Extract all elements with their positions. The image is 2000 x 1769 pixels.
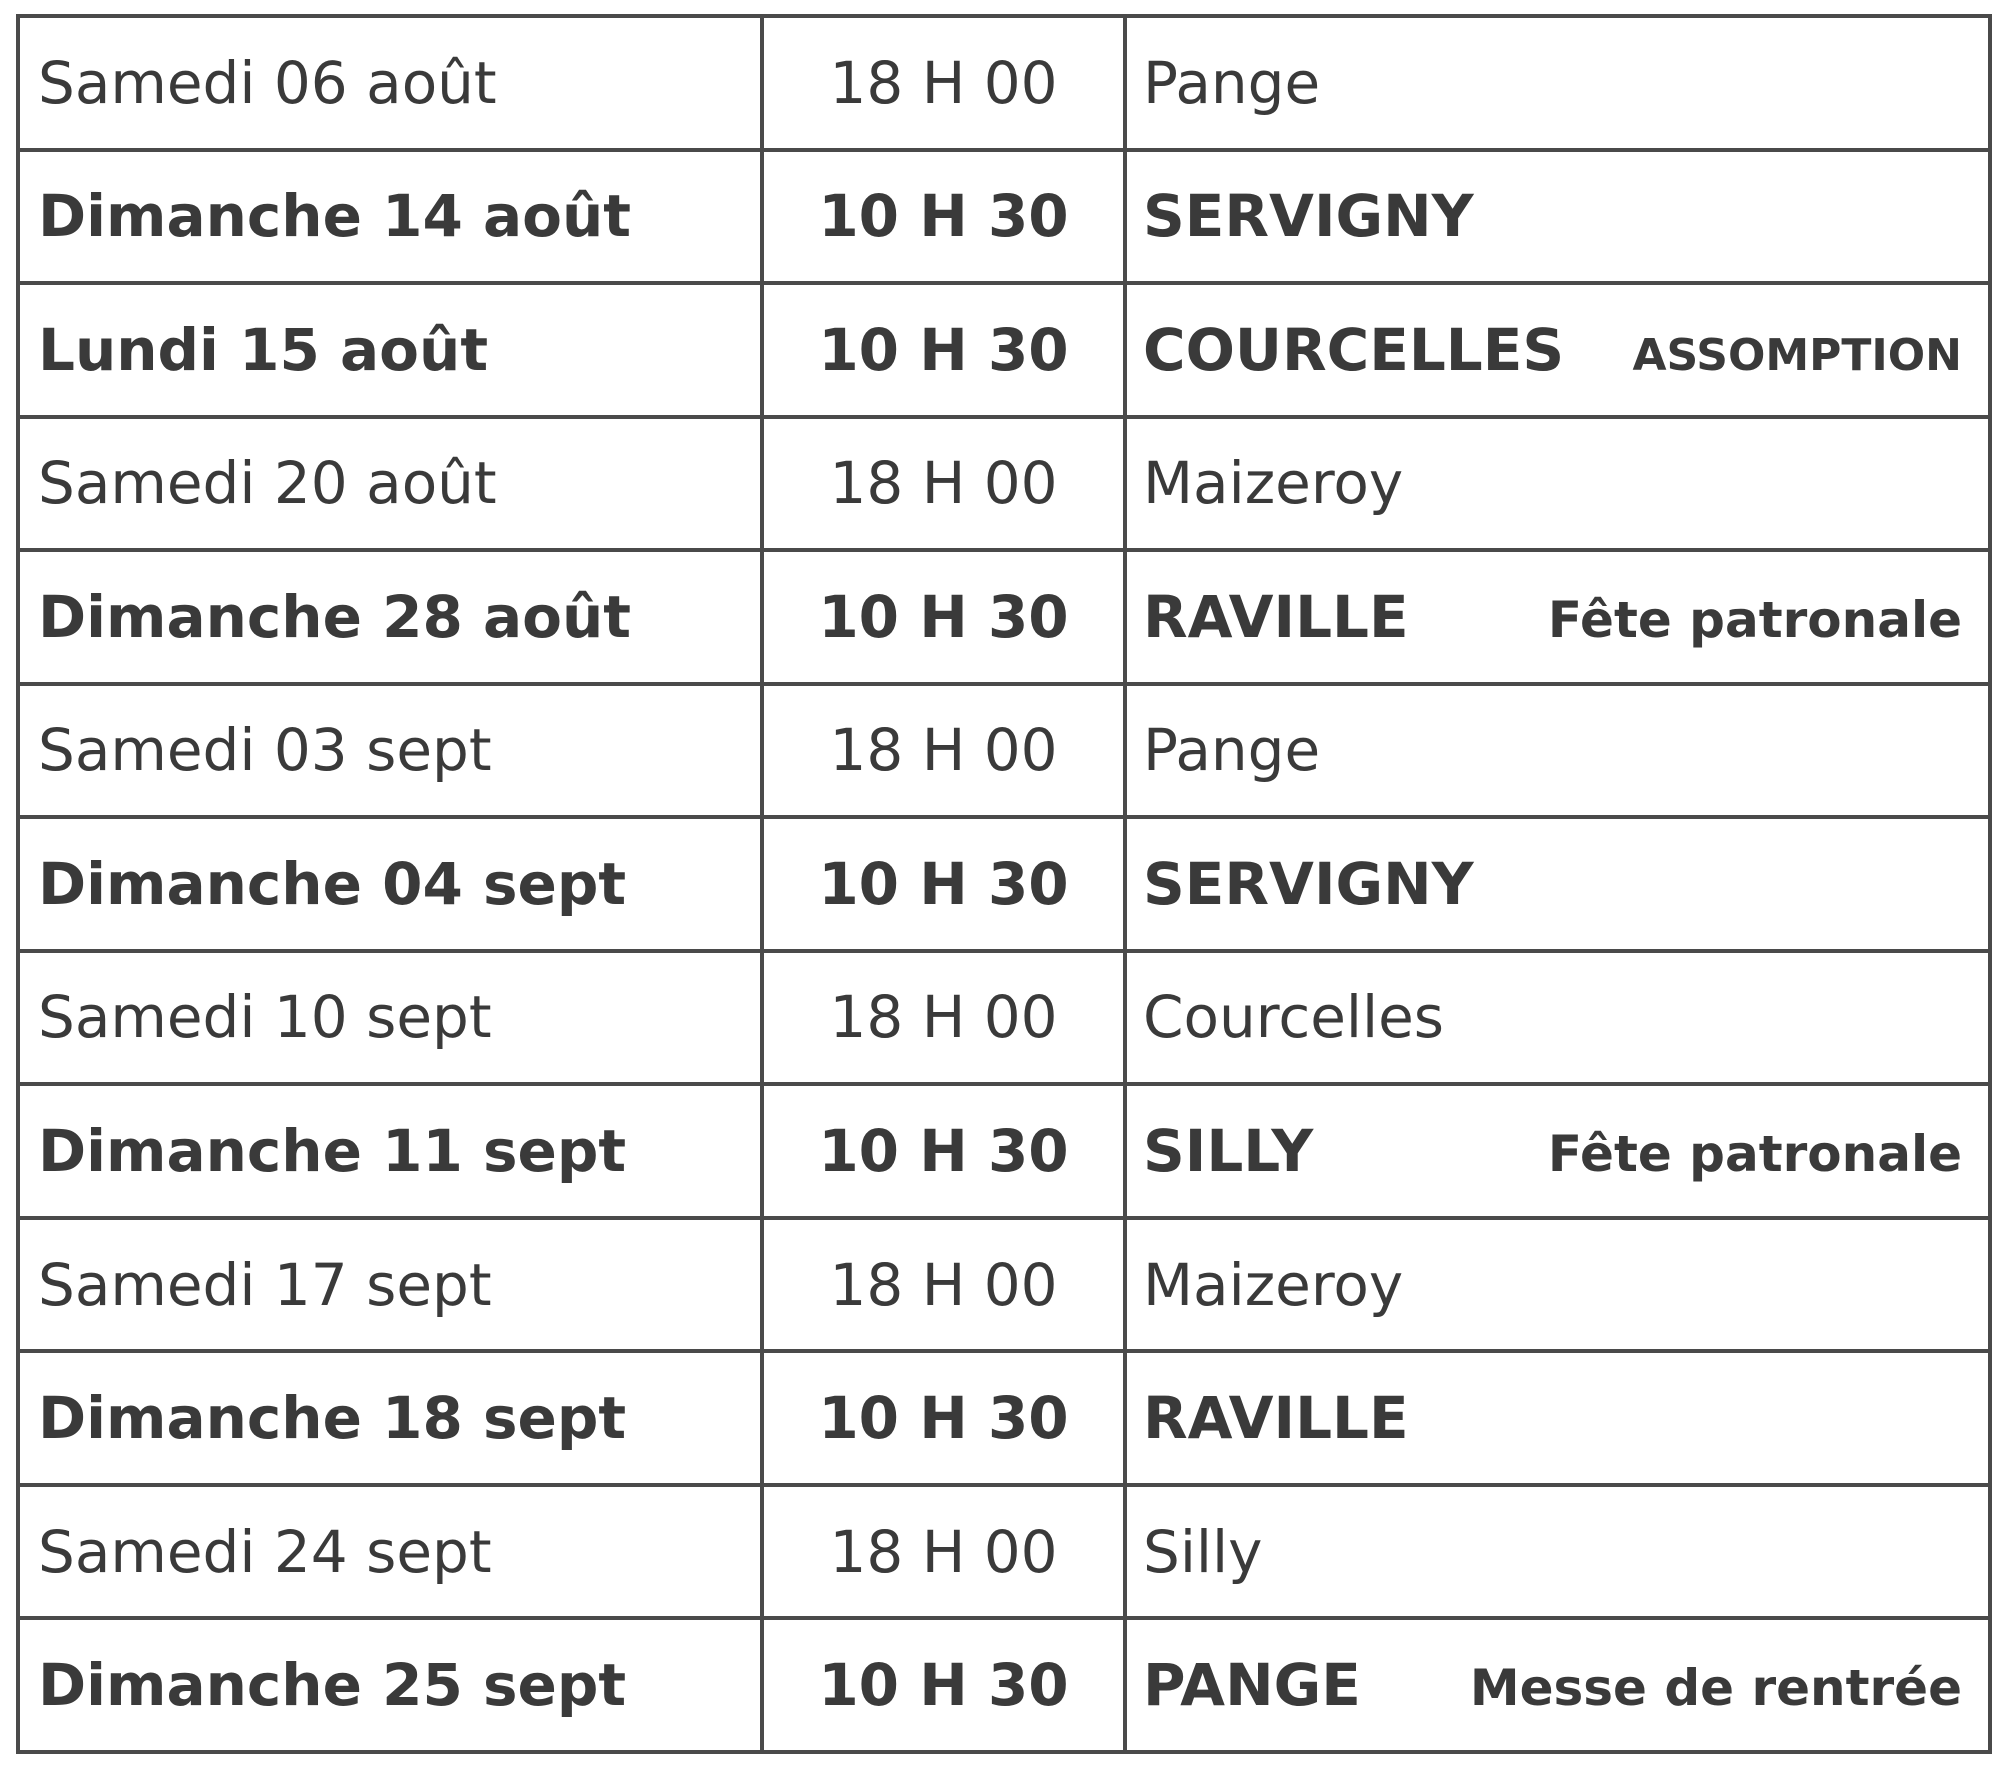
- schedule-row: [18, 417, 1990, 551]
- date-cell: Dimanche 25 sept: [18, 1618, 762, 1752]
- place-wrap: [1143, 716, 1962, 784]
- place-cell: [1125, 1485, 1990, 1619]
- schedule-row: [18, 550, 1990, 684]
- schedule-row: [18, 951, 1990, 1085]
- time-cell: 18 H 00: [762, 1485, 1125, 1619]
- place-name: SERVIGNY: [1143, 849, 1474, 918]
- place-cell: [1125, 417, 1990, 551]
- time-cell: 18 H 00: [762, 16, 1125, 150]
- place-name: RAVILLE: [1143, 582, 1409, 651]
- place-name: SILLY: [1143, 1117, 1314, 1186]
- schedule-row: [18, 684, 1990, 818]
- time-cell: 10 H 30: [762, 1084, 1125, 1218]
- schedule-row: [18, 817, 1990, 951]
- date-cell: Dimanche 04 sept: [18, 817, 762, 951]
- place-wrap: [1143, 1518, 1962, 1586]
- time-cell: 10 H 30: [762, 1618, 1125, 1752]
- time-cell: 10 H 30: [762, 1351, 1125, 1485]
- schedule-body: [18, 16, 1990, 1752]
- place-name: COURCELLES: [1143, 315, 1565, 384]
- date-cell: Dimanche 28 août: [18, 550, 762, 684]
- schedule-row: [18, 1618, 1990, 1752]
- date-cell: Dimanche 18 sept: [18, 1351, 762, 1485]
- time-cell: 18 H 00: [762, 417, 1125, 551]
- event-note: Messe de rentrée: [1469, 1659, 1962, 1718]
- place-wrap: [1143, 316, 1962, 384]
- place-wrap: [1143, 583, 1962, 651]
- time-cell: 18 H 00: [762, 1218, 1125, 1352]
- place-wrap: [1143, 1651, 1962, 1719]
- time-cell: 18 H 00: [762, 684, 1125, 818]
- event-note: Fête patronale: [1547, 590, 1962, 649]
- place-name: PANGE: [1143, 1651, 1361, 1720]
- place-cell: [1125, 817, 1990, 951]
- place-cell: [1125, 684, 1990, 818]
- place-name: Maizeroy: [1143, 1250, 1404, 1319]
- time-cell: 10 H 30: [762, 817, 1125, 951]
- date-cell: Lundi 15 août: [18, 283, 762, 417]
- schedule-row: [18, 16, 1990, 150]
- place-cell: [1125, 951, 1990, 1085]
- place-name: Courcelles: [1143, 983, 1445, 1052]
- date-cell: Samedi 03 sept: [18, 684, 762, 818]
- place-cell: [1125, 1218, 1990, 1352]
- date-cell: Dimanche 11 sept: [18, 1084, 762, 1218]
- place-cell: [1125, 1084, 1990, 1218]
- schedule-row: [18, 150, 1990, 284]
- place-wrap: [1143, 182, 1962, 250]
- place-cell: [1125, 1618, 1990, 1752]
- schedule-row: [18, 1351, 1990, 1485]
- date-cell: Samedi 06 août: [18, 16, 762, 150]
- place-name: SERVIGNY: [1143, 182, 1474, 251]
- date-cell: Samedi 24 sept: [18, 1485, 762, 1619]
- place-wrap: [1143, 1117, 1962, 1185]
- event-note: ASSOMPTION: [1632, 329, 1962, 381]
- place-name: Silly: [1143, 1517, 1263, 1586]
- time-cell: 10 H 30: [762, 283, 1125, 417]
- place-name: Pange: [1143, 716, 1321, 785]
- place-name: Maizeroy: [1143, 449, 1404, 518]
- place-wrap: [1143, 850, 1962, 918]
- place-cell: [1125, 1351, 1990, 1485]
- place-wrap: [1143, 49, 1962, 117]
- place-name: Pange: [1143, 48, 1321, 117]
- schedule-row: [18, 1084, 1990, 1218]
- place-wrap: [1143, 1251, 1962, 1319]
- time-cell: 18 H 00: [762, 951, 1125, 1085]
- place-cell: [1125, 550, 1990, 684]
- date-cell: Dimanche 14 août: [18, 150, 762, 284]
- place-name: RAVILLE: [1143, 1384, 1409, 1453]
- date-cell: Samedi 20 août: [18, 417, 762, 551]
- mass-schedule-table: [16, 14, 1992, 1754]
- place-wrap: [1143, 983, 1962, 1051]
- date-cell: Samedi 10 sept: [18, 951, 762, 1085]
- schedule-row: [18, 1218, 1990, 1352]
- time-cell: 10 H 30: [762, 150, 1125, 284]
- time-cell: 10 H 30: [762, 550, 1125, 684]
- place-cell: [1125, 150, 1990, 284]
- place-cell: [1125, 283, 1990, 417]
- place-wrap: [1143, 449, 1962, 517]
- date-cell: Samedi 17 sept: [18, 1218, 762, 1352]
- place-wrap: [1143, 1384, 1962, 1452]
- event-note: Fête patronale: [1547, 1125, 1962, 1184]
- place-cell: [1125, 16, 1990, 150]
- schedule-row: [18, 283, 1990, 417]
- schedule-row: [18, 1485, 1990, 1619]
